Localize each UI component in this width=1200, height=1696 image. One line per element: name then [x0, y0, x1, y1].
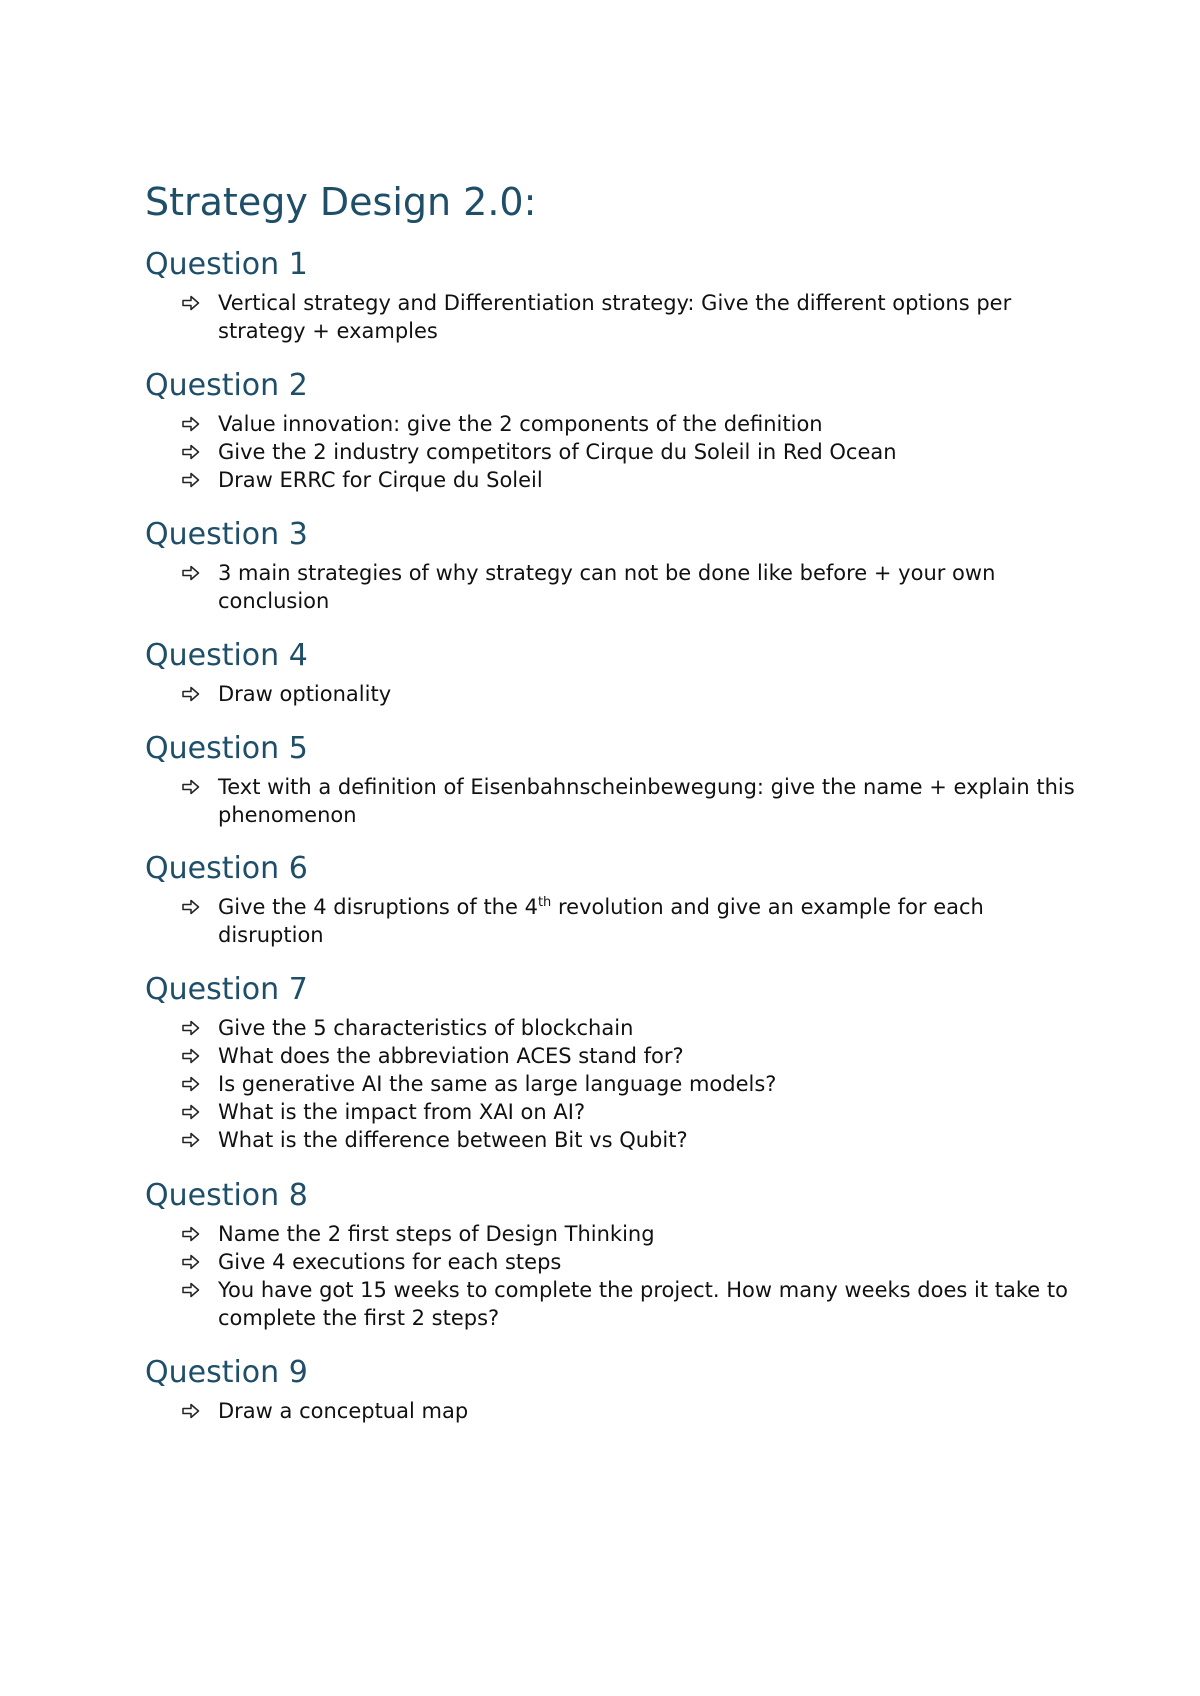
list-item-text: Text with a definition of Eisenbahnscheinbewegung: give the name + explain this phenomenon [218, 775, 1075, 827]
question-1-section [145, 247, 1075, 345]
right-arrow-icon [181, 563, 201, 583]
question-items [145, 410, 1075, 494]
list-item-text: Is generative AI the same as large language models? [218, 1072, 777, 1096]
question-heading: Question 5 [145, 731, 308, 766]
list-item-text-end: revolution and give an example for each disruption [218, 895, 984, 947]
list-item-text: Value innovation: give the 2 components of the definition [218, 412, 823, 436]
list-item [145, 466, 1075, 494]
list-item-text: Give the 2 industry competitors of Cirque du Soleil in Red Ocean [218, 440, 897, 464]
right-arrow-icon [181, 684, 201, 704]
right-arrow-icon [181, 293, 201, 313]
list-item [145, 1248, 1075, 1276]
list-item [145, 773, 1075, 829]
list-item [145, 559, 1075, 615]
list-item [145, 1098, 1075, 1126]
list-item-text: What is the difference between Bit vs Qubit? [218, 1128, 688, 1152]
question-6-section [145, 851, 1075, 949]
list-item [145, 1070, 1075, 1098]
list-item [145, 1126, 1075, 1154]
right-arrow-icon [181, 1018, 201, 1038]
question-heading: Question 2 [145, 368, 308, 403]
document-title: Strategy Design 2.0: [145, 180, 537, 224]
question-heading: Question 8 [145, 1178, 308, 1213]
list-item [145, 1397, 1075, 1425]
right-arrow-icon [181, 1224, 201, 1244]
list-item-text: Give 4 executions for each steps [218, 1250, 562, 1274]
list-item-text: Vertical strategy and Differentiation strategy: Give the different options per strategy + examples [218, 291, 1012, 343]
list-item [145, 1276, 1075, 1332]
list-item-text [218, 895, 984, 947]
list-item-text: What does the abbreviation ACES stand for? [218, 1044, 684, 1068]
question-heading: Question 9 [145, 1355, 308, 1390]
question-heading: Question 1 [145, 247, 308, 282]
list-item-text: Draw optionality [218, 682, 392, 706]
right-arrow-icon [181, 442, 201, 462]
question-heading: Question 4 [145, 638, 308, 673]
question-heading: Question 6 [145, 851, 308, 886]
list-item [145, 893, 1075, 949]
right-arrow-icon [181, 897, 201, 917]
right-arrow-icon [181, 1102, 201, 1122]
list-item-text-start: Give the 4 disruptions of the 4 [218, 895, 538, 919]
list-item-text: Draw ERRC for Cirque du Soleil [218, 468, 543, 492]
list-item-text: Give the 5 characteristics of blockchain [218, 1016, 634, 1040]
question-9-section [145, 1355, 1075, 1425]
list-item-text: Name the 2 first steps of Design Thinking [218, 1222, 655, 1246]
right-arrow-icon [181, 777, 201, 797]
right-arrow-icon [181, 1046, 201, 1066]
question-2-section [145, 368, 1075, 494]
right-arrow-icon [181, 1401, 201, 1421]
question-7-section [145, 972, 1075, 1154]
question-items [145, 773, 1075, 829]
question-items [145, 1397, 1075, 1425]
right-arrow-icon [181, 414, 201, 434]
question-8-section [145, 1178, 1075, 1332]
question-heading: Question 7 [145, 972, 308, 1007]
list-item [145, 1220, 1075, 1248]
question-5-section [145, 731, 1075, 829]
list-item [145, 289, 1075, 345]
ordinal-superscript: th [537, 895, 552, 910]
question-items [145, 1014, 1075, 1154]
question-heading: Question 3 [145, 517, 308, 552]
question-items [145, 893, 1075, 949]
question-3-section [145, 517, 1075, 615]
right-arrow-icon [181, 1074, 201, 1094]
list-item-text: You have got 15 weeks to complete the project. How many weeks does it take to complete the first 2 steps? [218, 1278, 1068, 1330]
question-items [145, 559, 1075, 615]
right-arrow-icon [181, 1280, 201, 1300]
list-item-text: 3 main strategies of why strategy can not be done like before + your own conclusion [218, 561, 996, 613]
list-item-text: Draw a conceptual map [218, 1399, 469, 1423]
list-item-text: What is the impact from XAI on AI? [218, 1100, 586, 1124]
question-4-section [145, 638, 1075, 708]
question-items [145, 1220, 1075, 1332]
right-arrow-icon [181, 1130, 201, 1150]
list-item [145, 1014, 1075, 1042]
list-item [145, 410, 1075, 438]
question-items [145, 680, 1075, 708]
list-item [145, 438, 1075, 466]
right-arrow-icon [181, 1252, 201, 1272]
question-items [145, 289, 1075, 345]
right-arrow-icon [181, 470, 201, 490]
list-item [145, 1042, 1075, 1070]
list-item [145, 680, 1075, 708]
